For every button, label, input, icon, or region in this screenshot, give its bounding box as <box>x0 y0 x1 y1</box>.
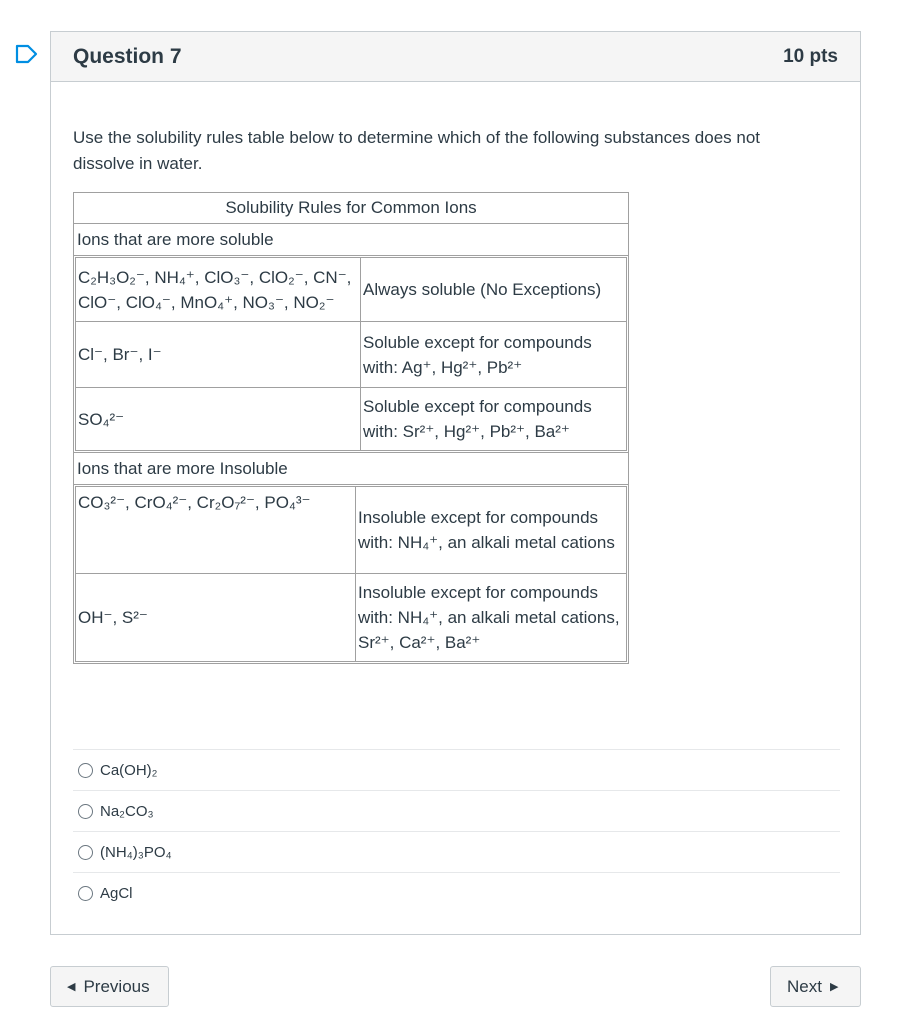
answer-list <box>73 749 840 913</box>
flag-question-icon[interactable] <box>14 44 40 64</box>
radio-button[interactable] <box>78 804 93 819</box>
question-points: 10 pts <box>783 45 838 67</box>
sulfate-rule: Soluble except for compounds with: Sr²⁺, Hg²⁺, Pb²⁺, Ba²⁺ <box>361 388 627 451</box>
radio-button[interactable] <box>78 845 93 860</box>
previous-label: Previous <box>83 976 150 996</box>
answer-label: (NH₄)₃PO₄ <box>100 843 172 861</box>
answer-label: AgCl <box>100 884 133 902</box>
answer-option[interactable] <box>73 749 840 790</box>
answer-option[interactable] <box>73 831 840 872</box>
question-title: Question 7 <box>73 44 182 68</box>
question-header <box>51 32 860 82</box>
radio-button[interactable] <box>78 763 93 778</box>
sulfate-ions: SO₄²⁻ <box>76 388 361 451</box>
answer-option[interactable] <box>73 872 840 913</box>
halide-ions: Cl⁻, Br⁻, I⁻ <box>76 322 361 388</box>
next-button[interactable] <box>770 966 861 1007</box>
answer-option[interactable] <box>73 790 840 831</box>
hydroxide-sulfide-rule: Insoluble except for compounds with: NH₄⁺, an alkali metal cations, Sr²⁺, Ca²⁺, Ba²⁺ <box>356 574 627 662</box>
oxyanion-rule: Insoluble except for compounds with: NH₄⁺, an alkali metal cations <box>356 487 627 574</box>
always-soluble-rule: Always soluble (No Exceptions) <box>361 258 627 322</box>
answer-label: Na₂CO₃ <box>100 802 154 820</box>
caret-left-icon: ◀ <box>67 981 76 993</box>
insoluble-rules-subtable <box>75 486 627 662</box>
insoluble-section-header: Ions that are more Insoluble <box>74 453 629 485</box>
caret-right-icon: ▶ <box>829 981 839 993</box>
question-text: Use the solubility rules table below to determine which of the following substances does not dissolve in water. <box>73 128 760 173</box>
always-soluble-ions: C₂H₃O₂⁻, NH₄⁺, ClO₃⁻, ClO₂⁻, CN⁻, ClO⁻, ClO₄⁻, MnO₄⁺, NO₃⁻, NO₂⁻ <box>76 258 361 322</box>
soluble-section-header: Ions that are more soluble <box>74 224 629 256</box>
oxyanion-ions: CO₃²⁻, CrO₄²⁻, Cr₂O₇²⁻, PO₄³⁻ <box>76 487 356 574</box>
solubility-rules-table <box>73 192 629 664</box>
question-card <box>50 31 861 935</box>
hydroxide-sulfide-ions: OH⁻, S²⁻ <box>76 574 356 662</box>
table-caption: Solubility Rules for Common Ions <box>74 193 629 224</box>
radio-button[interactable] <box>78 886 93 901</box>
previous-button[interactable] <box>50 966 169 1007</box>
answer-label: Ca(OH)₂ <box>100 761 158 779</box>
next-label: Next <box>787 976 822 996</box>
soluble-rules-subtable <box>75 257 627 451</box>
halide-rule: Soluble except for compounds with: Ag⁺, Hg²⁺, Pb²⁺ <box>361 322 627 388</box>
